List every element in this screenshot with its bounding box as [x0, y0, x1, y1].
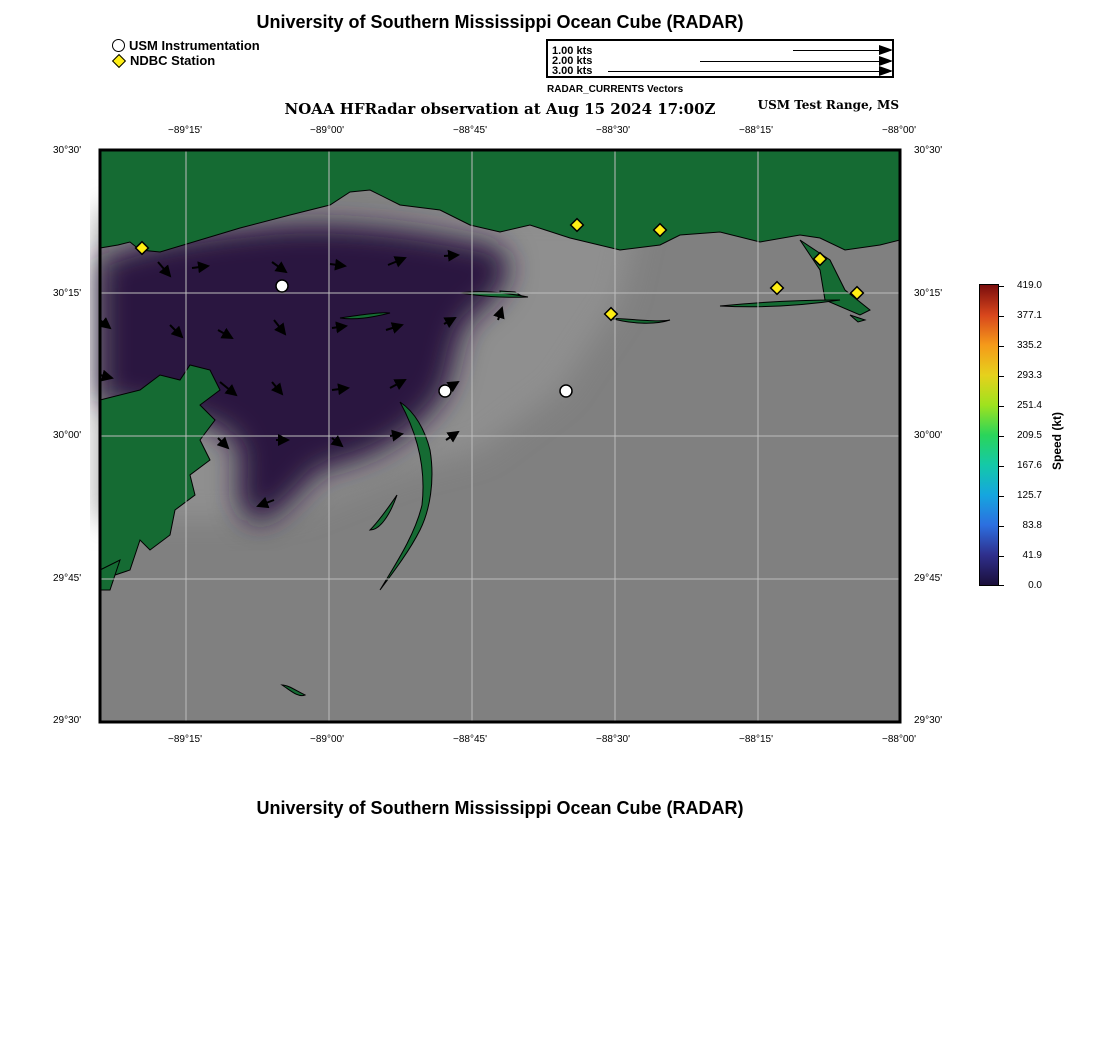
colorbar-tick — [999, 436, 1004, 437]
colorbar-label: 41.9 — [1022, 550, 1042, 561]
lon-tick-bottom: −88°45' — [453, 734, 487, 745]
map-canvas — [90, 140, 912, 732]
current-vector — [444, 255, 458, 256]
vector-key — [546, 39, 894, 78]
lon-tick-top: −88°30' — [596, 125, 630, 136]
speed-colorbar — [979, 284, 999, 586]
ndbc-station-icon — [112, 53, 126, 67]
colorbar-label: 251.4 — [1016, 400, 1042, 411]
colorbar-tick — [999, 376, 1004, 377]
chart-title: University of Southern Mississippi Ocean Cube (RADAR) — [256, 12, 744, 32]
colorbar-label: 293.3 — [1016, 370, 1042, 381]
vector-key-label-1: 1.00 kts — [552, 45, 593, 57]
lat-tick-right: 30°00' — [914, 430, 943, 441]
lat-tick-left: 29°30' — [53, 715, 82, 726]
lon-tick-top: −88°15' — [739, 125, 773, 136]
lat-tick-right: 29°45' — [914, 573, 943, 584]
lon-tick-top: −88°45' — [453, 125, 487, 136]
lon-tick-bottom: −88°15' — [739, 734, 773, 745]
colorbar-tick — [999, 286, 1004, 287]
vector-key-label-2: 2.00 kts — [552, 55, 593, 67]
colorbar-tick — [999, 346, 1004, 347]
lat-tick-left: 30°00' — [53, 430, 82, 441]
lon-tick-bottom: −88°30' — [596, 734, 630, 745]
colorbar-title: Speed (kt) — [1050, 411, 1064, 470]
colorbar-label: 377.1 — [1016, 310, 1042, 321]
lon-tick-bottom: −88°00' — [882, 734, 916, 745]
colorbar-label: 125.7 — [1016, 490, 1042, 501]
colorbar-tick — [999, 316, 1004, 317]
lon-tick-bottom: −89°00' — [310, 734, 344, 745]
vector-key-arrow-3 — [608, 71, 891, 72]
colorbar-label: 419.0 — [1016, 280, 1042, 291]
usm-instrument-marker[interactable] — [560, 385, 572, 397]
lon-tick-top: −89°15' — [168, 125, 202, 136]
colorbar-label: 0.0 — [1028, 580, 1042, 591]
legend-ndbc-label: NDBC Station — [130, 53, 216, 68]
colorbar-tick — [999, 496, 1004, 497]
vector-key-caption: RADAR_CURRENTS Vectors — [547, 84, 684, 95]
colorbar-tick — [999, 556, 1004, 557]
map-subtitle: NOAA HFRadar observation at Aug 15 2024 17:00Z — [284, 100, 716, 118]
vector-key-arrow-1 — [793, 50, 891, 51]
legend-row-ndbc — [112, 53, 260, 68]
colorbar-label: 83.8 — [1022, 520, 1042, 531]
legend-usm-label: USM Instrumentation — [129, 38, 260, 53]
legend-row-usm — [112, 38, 260, 53]
lat-tick-left: 30°30' — [53, 145, 82, 156]
colorbar-tick — [999, 585, 1004, 586]
lat-tick-right: 30°15' — [914, 288, 943, 299]
colorbar-tick — [999, 406, 1004, 407]
lon-tick-bottom: −89°15' — [168, 734, 202, 745]
colorbar-tick — [999, 466, 1004, 467]
vector-key-arrow-2 — [700, 61, 891, 62]
lat-tick-right: 29°30' — [914, 715, 943, 726]
lat-tick-left: 29°45' — [53, 573, 82, 584]
range-label: USM Test Range, MS — [757, 98, 899, 112]
vector-key-label-3: 3.00 kts — [552, 65, 593, 77]
usm-instrument-marker[interactable] — [439, 385, 451, 397]
colorbar-tick — [999, 526, 1004, 527]
bottom-title: University of Southern Mississippi Ocean Cube (RADAR) — [256, 798, 744, 818]
lat-tick-right: 30°30' — [914, 145, 943, 156]
lat-tick-left: 30°15' — [53, 288, 82, 299]
colorbar-label: 335.2 — [1016, 340, 1042, 351]
lon-tick-top: −89°00' — [310, 125, 344, 136]
usm-instrument-icon — [112, 39, 125, 52]
colorbar-label: 209.5 — [1016, 430, 1042, 441]
usm-instrument-marker[interactable] — [276, 280, 288, 292]
lon-tick-top: −88°00' — [882, 125, 916, 136]
symbol-legend — [112, 38, 260, 68]
colorbar-label: 167.6 — [1016, 460, 1042, 471]
